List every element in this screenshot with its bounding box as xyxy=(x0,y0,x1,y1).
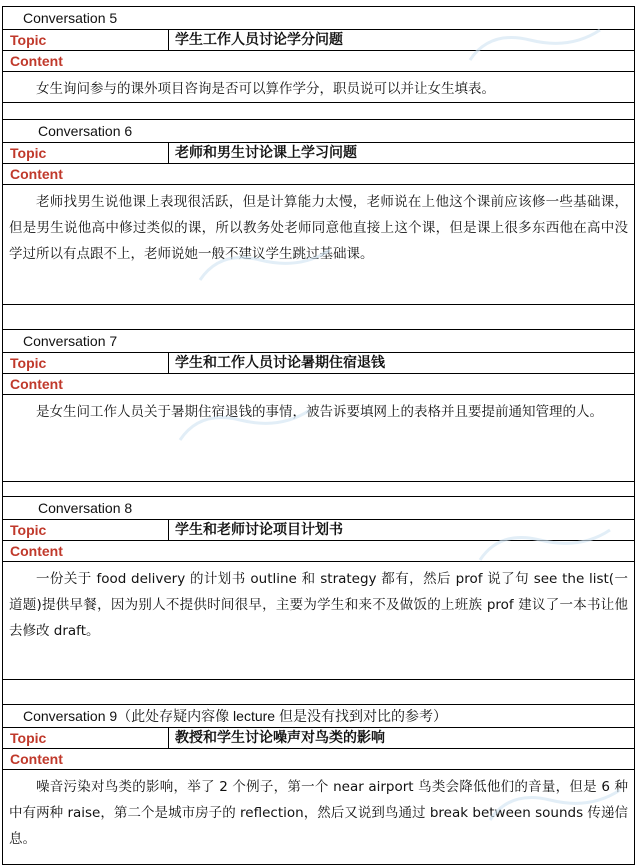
conversation-block xyxy=(2,496,635,704)
conversation-title: Conversation 6 xyxy=(3,120,634,143)
conversation-block xyxy=(2,704,635,865)
content-label: Content xyxy=(10,166,63,182)
spacer-row xyxy=(3,482,634,496)
content-label-row xyxy=(3,749,634,770)
topic-value: 学生和工作人员讨论暑期住宿退钱 xyxy=(175,355,385,371)
topic-label: Topic xyxy=(3,520,169,540)
conversation-block xyxy=(2,119,635,329)
content-label: Content xyxy=(10,53,63,69)
content-text: 一份关于 food delivery 的计划书 outline 和 strategy 都有，然后 prof 说了句 see the list(一道题)提供早餐，因为别人不提供时间很早，主要为学生和来不及做饭的上班族 prof 建议了一本书让他去修改 draft。 xyxy=(3,562,634,680)
topic-value: 学生和老师讨论项目计划书 xyxy=(175,522,343,538)
content-text: 女生询问参与的课外项目咨询是否可以算作学分，职员说可以并让女生填表。 xyxy=(3,72,634,103)
topic-row xyxy=(3,30,634,51)
content-label-row xyxy=(3,164,634,185)
content-text: 老师找男生说他课上表现很活跃，但是计算能力太慢，老师说在上他这个课前应该修一些基础课，但是男生说他高中修过类似的课，所以教务处老师同意他直接上这个课，但是课上很多东西他在高中没学过所以有点跟不上，老师说她一般不建议学生跳过基础课。 xyxy=(3,185,634,305)
spacer-row xyxy=(3,680,634,704)
content-label: Content xyxy=(10,376,63,392)
content-label-row xyxy=(3,541,634,562)
content-label-row xyxy=(3,51,634,72)
topic-value: 学生工作人员讨论学分问题 xyxy=(175,32,343,48)
topic-value: 教授和学生讨论噪声对鸟类的影响 xyxy=(175,730,385,746)
content-label: Content xyxy=(10,751,63,767)
topic-value: 老师和男生讨论课上学习问题 xyxy=(175,145,357,161)
topic-label: Topic xyxy=(3,728,169,748)
content-label: Content xyxy=(10,543,63,559)
content-label-row xyxy=(3,374,634,395)
conversation-title: Conversation 8 xyxy=(3,497,634,520)
spacer-row xyxy=(3,305,634,329)
content-text: 是女生问工作人员关于暑期住宿退钱的事情，被告诉要填网上的表格并且要提前通知管理的人。 xyxy=(3,395,634,482)
spacer-row xyxy=(3,103,634,119)
conversation-block xyxy=(2,6,635,119)
conversation-table xyxy=(2,6,635,865)
topic-label: Topic xyxy=(3,30,169,50)
conversation-title: Conversation 5 xyxy=(3,7,634,30)
conversation-block xyxy=(2,329,635,496)
content-text: 噪音污染对鸟类的影响，举了 2 个例子，第一个 near airport 鸟类会降低他们的音量，但是 6 种中有两种 raise，第二个是城市房子的 reflection，然后又说到鸟通过 break between sounds 传递信息。 xyxy=(9,779,628,847)
topic-row xyxy=(3,728,634,749)
topic-row xyxy=(3,520,634,541)
topic-row xyxy=(3,143,634,164)
topic-label: Topic xyxy=(3,353,169,373)
conversation-title: Conversation 7 xyxy=(3,330,634,353)
conversation-title: Conversation 9（此处存疑内容像 lecture 但是没有找到对比的参考） xyxy=(3,705,634,728)
topic-row xyxy=(3,353,634,374)
topic-label: Topic xyxy=(3,143,169,163)
